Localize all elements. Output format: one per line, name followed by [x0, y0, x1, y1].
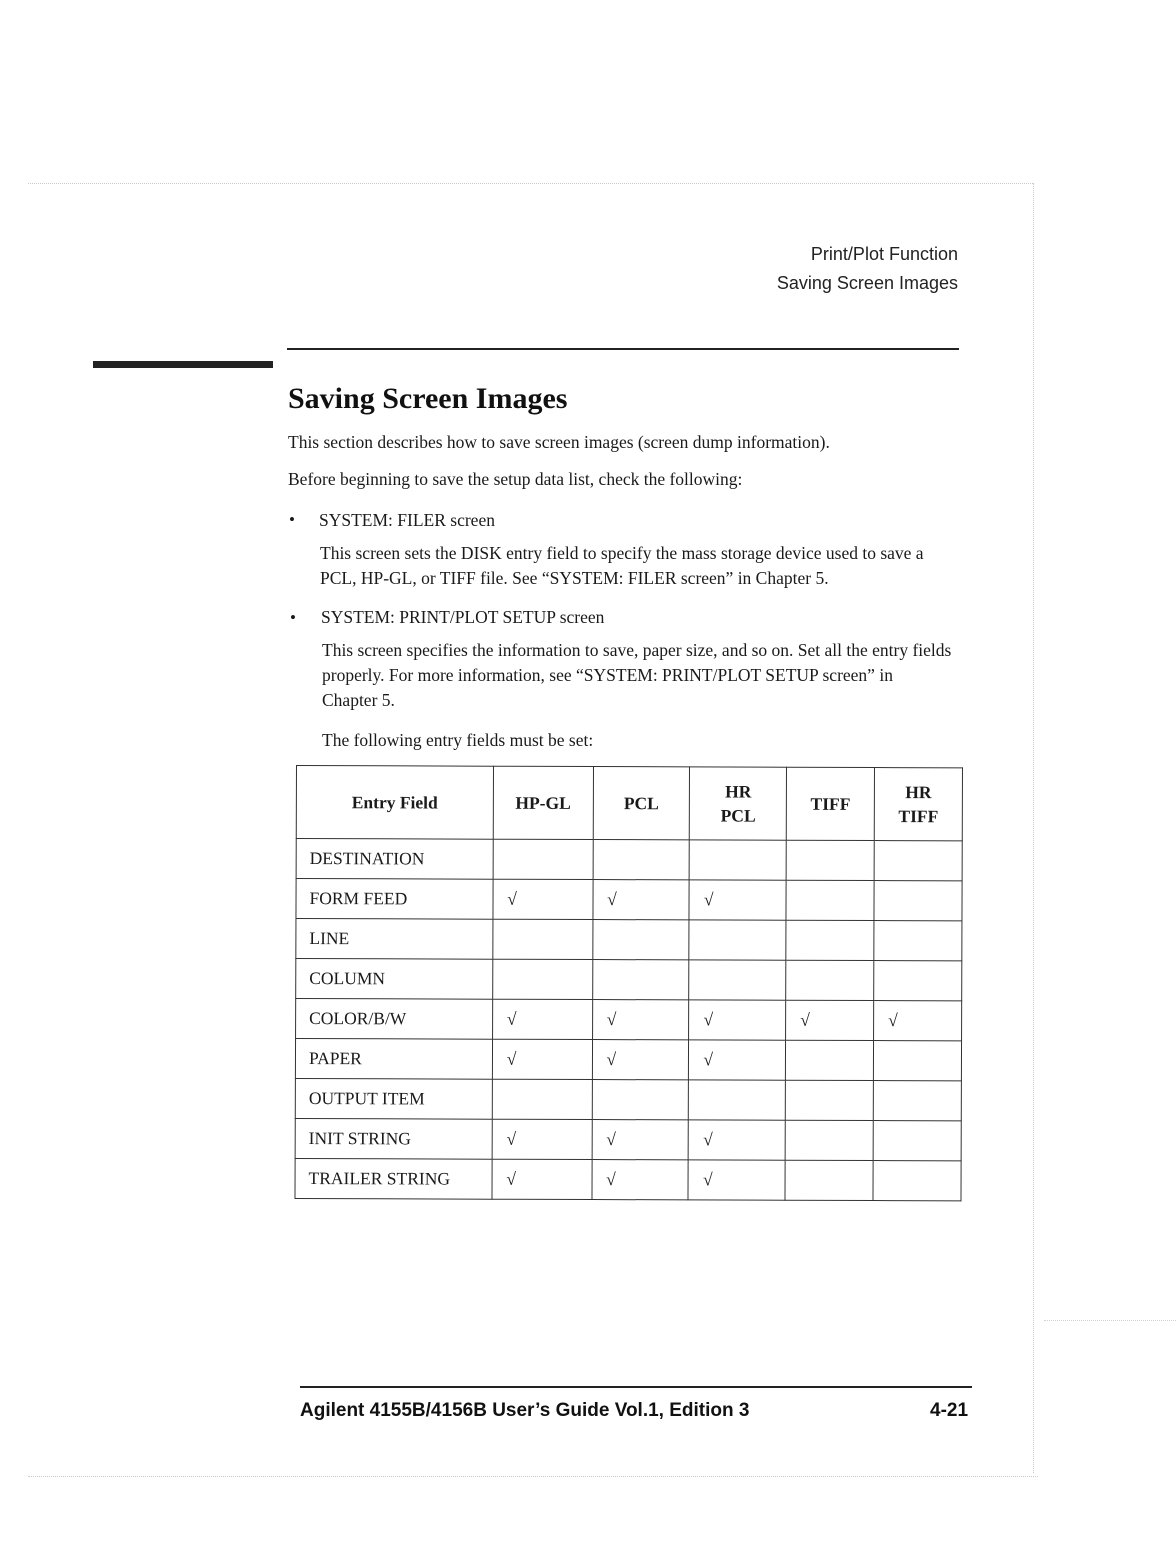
table-row	[296, 999, 962, 1041]
check-mark-hr-pcl	[689, 920, 786, 960]
check-mark-pcl: √	[592, 1000, 689, 1040]
check-mark-tiff	[786, 920, 874, 960]
check-mark-hr-tiff: √	[874, 1001, 962, 1041]
check-mark-hr-pcl: √	[689, 880, 786, 920]
running-header-section: Saving Screen Images	[776, 273, 958, 293]
entry-fields-note: The following entry fields must be set:	[322, 730, 594, 750]
check-mark-pcl	[593, 840, 690, 880]
scan-border-top	[28, 183, 1033, 184]
section-rule	[287, 348, 959, 350]
check-mark-hr-pcl: √	[689, 1040, 786, 1080]
table-row	[296, 839, 962, 881]
check-mark-hp-gl	[493, 919, 593, 959]
check-mark-hr-pcl	[690, 840, 787, 880]
check-mark-pcl: √	[593, 880, 690, 920]
check-mark-hr-tiff	[873, 1081, 961, 1121]
check-mark-tiff	[785, 1080, 873, 1120]
column-header-hp-gl: HP-GL	[493, 766, 593, 839]
check-mark-tiff	[786, 1040, 874, 1080]
bullet-marker: •	[289, 510, 295, 529]
check-mark-hr-tiff	[873, 1041, 961, 1081]
page-number: 4-21	[930, 1400, 969, 1421]
print-plot-heading: SYSTEM: PRINT/PLOT SETUP screen	[321, 607, 605, 627]
check-mark-hp-gl: √	[492, 1119, 592, 1159]
filer-heading: SYSTEM: FILER screen	[319, 510, 495, 530]
row-label: LINE	[296, 919, 493, 960]
column-header-pcl: PCL	[593, 767, 690, 840]
table-row	[295, 1078, 961, 1120]
check-mark-tiff	[785, 1120, 873, 1160]
table-row	[295, 1118, 961, 1160]
check-mark-tiff	[786, 880, 874, 920]
check-mark-pcl	[592, 1080, 689, 1120]
table-row	[296, 919, 962, 961]
check-mark-hp-gl	[492, 959, 592, 999]
check-mark-hr-tiff	[873, 1121, 961, 1161]
column-header-entry-field: Entry Field	[296, 766, 493, 840]
filer-description: This screen sets the DISK entry field to specify the mass storage device used to save a PCL, HP-GL, or TIFF file. See “SYSTEM: FILER screen” in Chapter 5.	[320, 543, 924, 588]
scan-border-right	[1033, 183, 1034, 1473]
section-marker-bar	[93, 361, 273, 368]
table-row	[295, 1039, 961, 1081]
table-row	[296, 959, 962, 1001]
check-mark-hr-tiff	[874, 841, 962, 881]
bullet-marker: •	[290, 608, 296, 627]
check-mark-pcl: √	[592, 1120, 689, 1160]
check-mark-pcl: √	[592, 1160, 689, 1200]
check-mark-pcl: √	[592, 1040, 689, 1080]
check-mark-hp-gl	[492, 1079, 592, 1119]
check-mark-pcl	[592, 960, 689, 1000]
row-label: TRAILER STRING	[295, 1158, 492, 1199]
check-mark-tiff	[786, 960, 874, 1000]
check-mark-tiff	[785, 1160, 873, 1200]
row-label: COLOR/B/W	[296, 999, 493, 1040]
section-title: Saving Screen Images	[288, 382, 568, 415]
row-label: INIT STRING	[295, 1118, 492, 1159]
table-row	[296, 879, 962, 921]
check-mark-hr-pcl: √	[688, 1160, 785, 1200]
check-mark-hr-tiff	[874, 961, 962, 1001]
row-label: FORM FEED	[296, 879, 493, 920]
check-mark-hp-gl	[493, 839, 593, 879]
running-header	[777, 240, 958, 298]
row-label: OUTPUT ITEM	[295, 1078, 492, 1119]
check-mark-pcl	[592, 920, 689, 960]
row-label: COLUMN	[296, 959, 493, 1000]
check-mark-tiff	[786, 840, 874, 880]
check-mark-hr-pcl: √	[689, 1000, 786, 1040]
check-mark-hr-tiff	[874, 921, 962, 961]
before-paragraph: Before beginning to save the setup data list, check the following:	[288, 469, 743, 489]
check-mark-hr-tiff	[873, 1161, 961, 1201]
intro-paragraph: This section describes how to save screen images (screen dump information).	[288, 432, 830, 452]
check-mark-hp-gl: √	[493, 879, 593, 919]
running-header-chapter: Print/Plot Function	[810, 244, 958, 264]
print-plot-description: This screen specifies the information to save, paper size, and so on. Set all the entry fields properly. For more information, see “SYSTEM: PRINT/PLOT SETUP screen” in Chapter 5.	[322, 640, 952, 710]
check-mark-hr-pcl: √	[689, 1120, 786, 1160]
check-mark-hr-tiff	[874, 881, 962, 921]
check-mark-hp-gl: √	[492, 1159, 592, 1199]
check-mark-tiff: √	[786, 1000, 874, 1040]
column-header-hr-tiff: HR TIFF	[874, 768, 962, 841]
check-mark-hr-pcl	[689, 960, 786, 1000]
table-header-row	[296, 766, 962, 841]
check-mark-hr-pcl	[689, 1080, 786, 1120]
entry-field-table	[294, 765, 963, 1201]
scan-border-right-lower	[1044, 1320, 1176, 1321]
scan-border-bottom	[28, 1476, 1038, 1477]
table-row	[295, 1158, 961, 1200]
row-label: PAPER	[295, 1039, 492, 1080]
column-header-hr-pcl: HR PCL	[690, 767, 787, 840]
check-mark-hp-gl: √	[492, 1039, 592, 1079]
footer-rule	[300, 1386, 972, 1388]
check-mark-hp-gl: √	[492, 999, 592, 1039]
row-label: DESTINATION	[296, 839, 493, 880]
column-header-tiff: TIFF	[786, 767, 874, 840]
footer-book-title: Agilent 4155B/4156B User’s Guide Vol.1, Edition 3	[300, 1400, 750, 1421]
